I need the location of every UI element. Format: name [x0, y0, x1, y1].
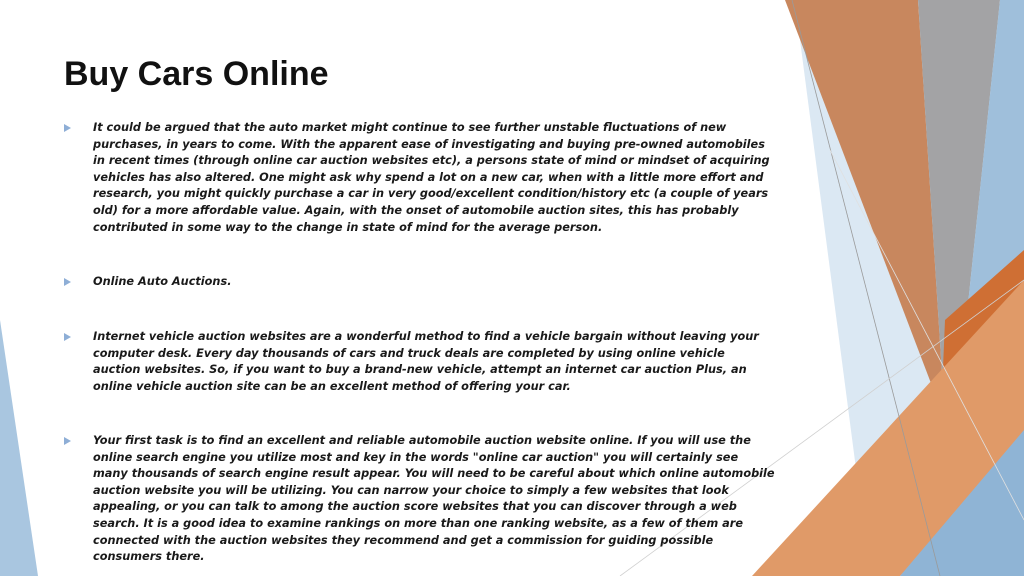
bullet-text: It could be argued that the auto market might continue to see further unstable fluctuations of new purchases, in years to come. With the apparent ease of investigating and buying pre-owned automobiles in recent times (through online car auction websites etc), a persons state of mind or mindset of acquiring vehicles has also altered. One might ask why spend a lot on a new car, when with a little more effort and research, you might quickly purchase a car in very good/excellent condition/history etc (a couple of years old) for a more affordable value. Again, with the onset of automobile auction sites, this has probably contributed in some way to the change in state of mind for the average person. — [93, 121, 770, 234]
bullet-arrow-icon — [64, 437, 71, 445]
bullet-arrow-icon — [64, 278, 71, 286]
bullet-text: Online Auto Auctions. — [93, 275, 232, 288]
left-blue-facet — [0, 320, 38, 576]
slide-title: Buy Cars Online — [64, 55, 329, 93]
bullet-item-4 — [64, 433, 776, 566]
bullet-item-3 — [64, 329, 776, 395]
bullet-arrow-icon — [64, 124, 71, 132]
bullet-item-1 — [64, 120, 776, 236]
bullet-text: Internet vehicle auction websites are a wonderful method to find a vehicle bargain without leaving your computer desk. Every day thousands of cars and truck deals are completed by using online vehicle auction websites. So, if you want to buy a brand-new vehicle, attempt an internet car auction Plus, an online vehicle auction site can be an excellent method of offering your car. — [93, 330, 759, 393]
bullet-arrow-icon — [64, 333, 71, 341]
bullet-text: Your first task is to find an excellent and reliable automobile auction website online. If you will use the online search engine you utilize most and key in the words "online car auction" you will certainly see many thousands of search engine result appear. You will need to be careful about which online automobile auction website you will be utilizing. You can narrow your choice to simply a few websites that look appealing, or you can talk to among the auction score websites that you can discover through a web search. It is a good idea to examine rankings on more than one ranking website, as a few of them are connected with the auction websites they recommend and get a commission for guiding possible consumers there. — [93, 434, 775, 564]
bullet-item-2 — [64, 274, 776, 291]
